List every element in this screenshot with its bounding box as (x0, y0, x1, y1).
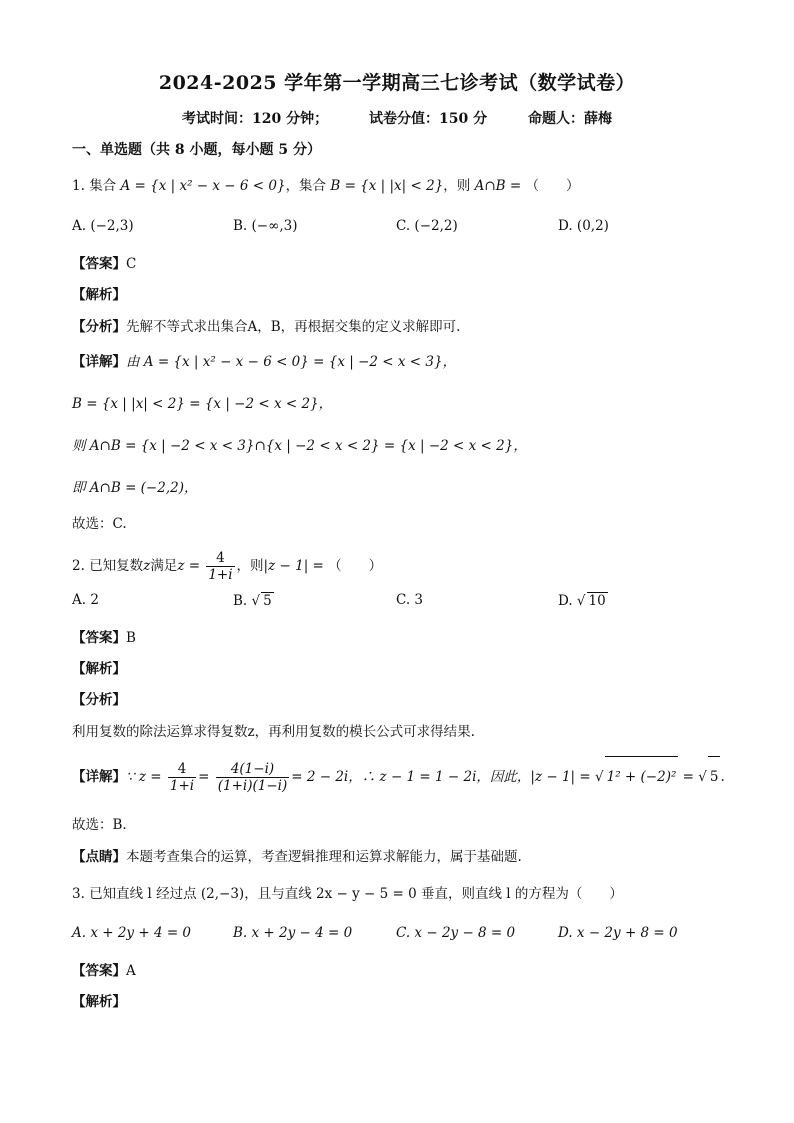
exam-score: 试卷分值：150 分 (369, 111, 488, 127)
q3-option-a: A. x + 2y + 4 = 0 (72, 925, 192, 941)
exam-meta (0, 108, 794, 128)
q2-detail: 【详解】∵ z = $\frac{4}{1+i}$ = $\frac{4(1-i)}{(1+i)(1-i)}$ = 2 − 2i，∴ z − 1 = 1 − 2i，因此，|z − 1| = √ 1² + (−2)² = √ 5 . (72, 756, 725, 797)
question-3-stem: 3. 已知直线 l 经过点 (2,−3)，且与直线 2x − y − 5 = 0 垂直，则直线 l 的方程为（ ） (72, 886, 623, 902)
q1-analysis-tag: 【解析】 (72, 287, 126, 303)
q2-answer: 【答案】B (72, 630, 136, 646)
q2-analysis-tag: 【解析】 (72, 661, 126, 677)
q1-fenxi: 【分析】先解不等式求出集合A，B，再根据交集的定义求解即可. (72, 319, 461, 335)
set-a: A = {x | x² − x − 6 < 0} (120, 178, 286, 194)
q2-dianjing: 【点睛】本题考查集合的运算，考查逻辑推理和运算求解能力，属于基础题. (72, 849, 522, 865)
q1-option-c: C. (−2,2) (396, 218, 458, 234)
q1-option-a: A. (−2,3) (72, 218, 134, 234)
q3-option-d: D. x − 2y + 8 = 0 (558, 925, 678, 941)
section-heading: 一、单选题（共 8 小题，每小题 5 分） (72, 142, 321, 158)
q1-detail-1: 【详解】由 A = {x | x² − x − 6 < 0} = {x | −2 < x < 3}， (72, 354, 457, 370)
question-number: 1. (72, 178, 85, 194)
q2-choose: 故选：B. (72, 817, 127, 833)
fraction: $\frac{4}{1+i}$ (208, 550, 233, 583)
fraction: $\frac{4}{1+i}$ (169, 761, 195, 794)
q2-option-a: A. 2 (72, 592, 99, 608)
q1-option-d: D. (0,2) (558, 218, 609, 234)
q2-option-c: C. 3 (396, 592, 424, 608)
q2-option-d: D. √ 10 (558, 593, 606, 609)
q3-answer: 【答案】A (72, 963, 136, 979)
question-number: 3. (72, 886, 85, 902)
question-1-stem: 1. 集合 A = {x | x² − x − 6 < 0}，集合 B = {x | |x| < 2}，则 A∩B = （ ） (72, 178, 580, 194)
q1-choose: 故选：C. (72, 516, 127, 532)
q3-analysis-tag: 【解析】 (72, 994, 126, 1010)
q1-detail-2: B = {x | |x| < 2} = {x | −2 < x < 2}， (72, 396, 333, 412)
question-2-stem: 2. 已知复数z满足z = $\frac{4}{1+i}$ ，则|z − 1| = （ ） (72, 550, 383, 583)
q2-fenxi-tag: 【分析】 (72, 692, 126, 708)
q2-fenxi: 利用复数的除法运算求得复数z，再利用复数的模长公式可求得结果. (72, 724, 475, 740)
fraction: $\frac{4(1-i)}{(1+i)(1-i)}$ (217, 761, 288, 794)
set-b: B = {x | |x| < 2} (330, 178, 444, 194)
q1-detail-4: 即 A∩B = (−2,2)， (72, 480, 198, 496)
q3-option-b: B. x + 2y − 4 = 0 (233, 925, 353, 941)
q1-detail-3: 则 A∩B = {x | −2 < x < 3}∩{x | −2 < x < 2} = {x | −2 < x < 2}， (72, 438, 527, 454)
q3-option-c: C. x − 2y − 8 = 0 (396, 925, 516, 941)
exam-time: 考试时间：120 分钟； (182, 111, 329, 127)
q1-option-b: B. (−∞,3) (233, 218, 298, 234)
q2-option-b: B. √ 5 (233, 593, 272, 609)
q1-answer: 【答案】C (72, 256, 137, 272)
question-number: 2. (72, 558, 85, 574)
exam-title: 2024-2025 学年第一学期高三七诊考试（数学试卷） (158, 72, 636, 94)
exam-author: 命题人：薛梅 (527, 111, 612, 127)
question-ask: A∩B = (474, 178, 522, 194)
